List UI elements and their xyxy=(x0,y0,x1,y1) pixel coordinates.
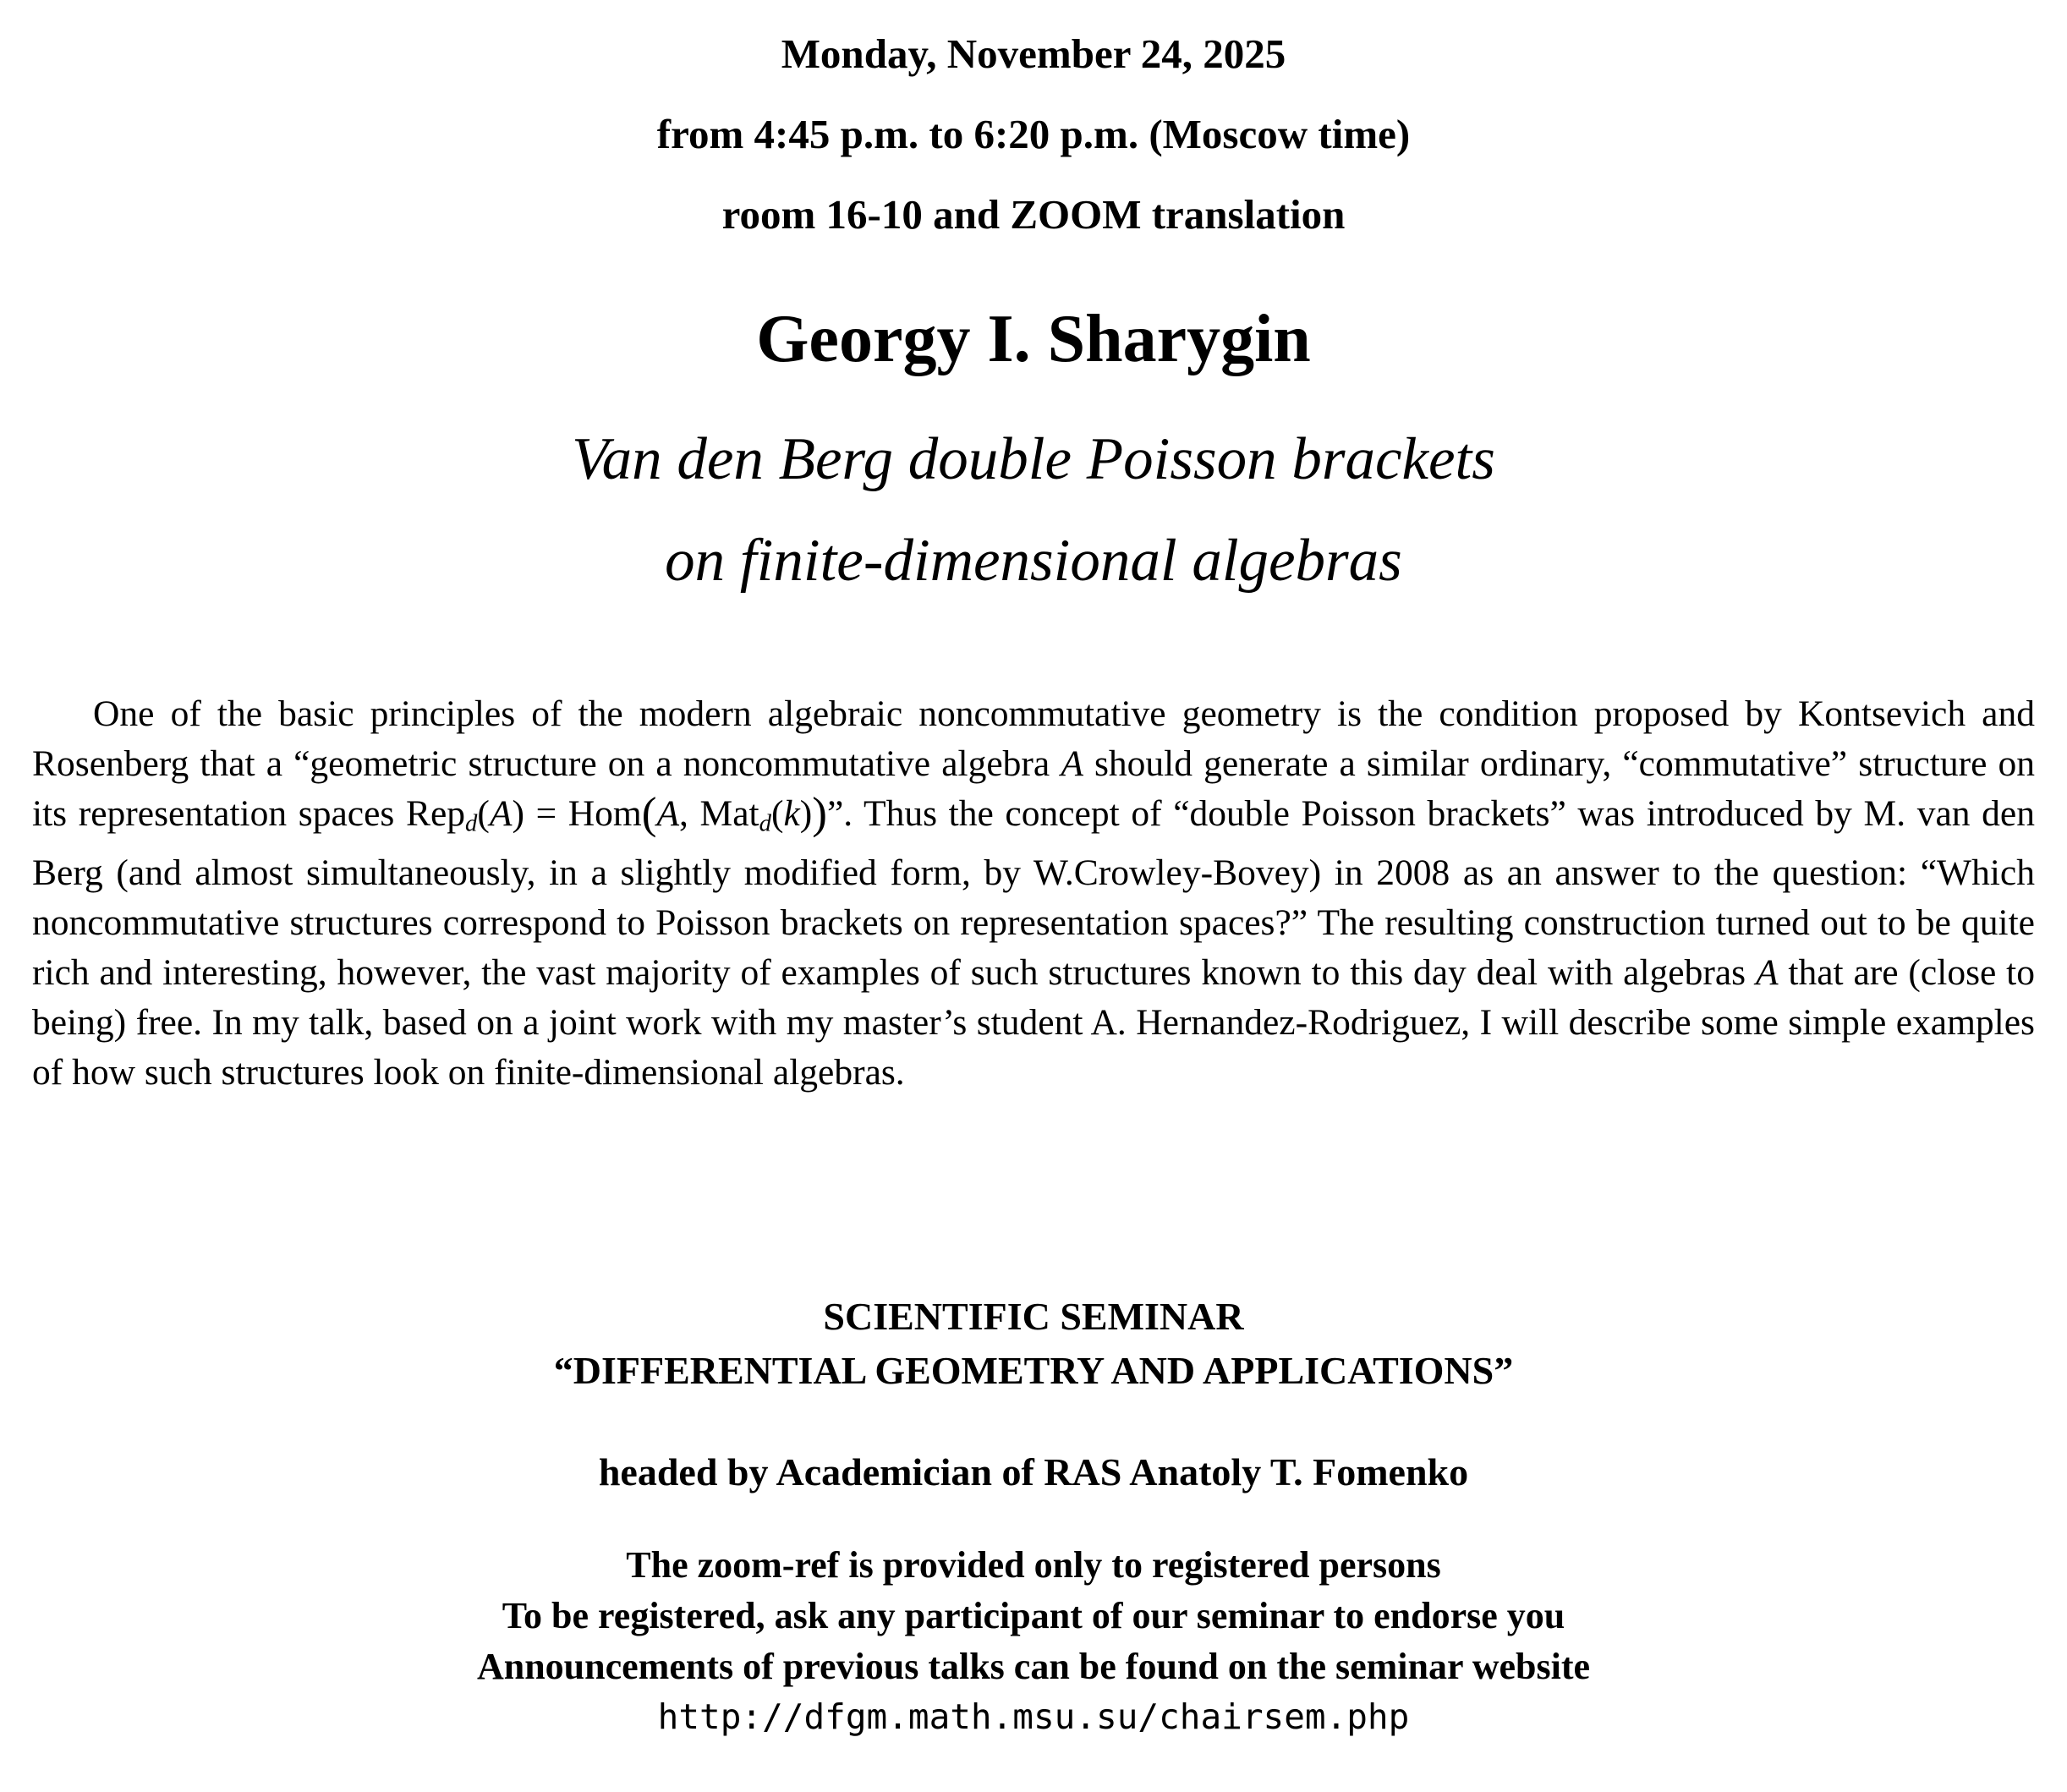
seminar-kind: SCIENTIFIC SEMINAR xyxy=(823,1295,1244,1338)
event-datetime-block xyxy=(0,14,2067,255)
zoom-ref-note: The zoom-ref is provided only to registered persons xyxy=(626,1544,1441,1586)
talk-title xyxy=(0,408,2067,611)
seminar-title: “DIFFERENTIAL GEOMETRY AND APPLICATIONS” xyxy=(553,1349,1514,1392)
speaker-name: Georgy I. Sharygin xyxy=(756,302,1311,376)
seminar-head: headed by Academician of RAS Anatoly T. Fomenko xyxy=(598,1450,1469,1493)
seminar-name-block xyxy=(0,1290,2067,1398)
registration-info-block xyxy=(0,1540,2067,1741)
event-date: Monday, November 24, 2025 xyxy=(781,30,1286,77)
abstract-paragraph: One of the basic principles of the modern algebraic noncommutative geometry is the condition proposed by Kontsevich and Rosenberg that a “geometric structure on a noncommutative algebra A should generate a similar ordinary, “commutative” structure on its representation spaces Repd(A) = Hom(A, Matd(k))”. Thus the concept of “double Poisson brackets” was introduced by M. van den Berg (and almost simultaneously, in a slightly modified form, by W.Crowley-Bovey) in 2008 as an answer to the question: “Which noncommutative structures correspond to Poisson brackets on representation spaces?” The resulting construction turned out to be quite rich and interesting, however, the vast majority of examples of such structures known to this day deal with algebras A that are (close to being) free. In my talk, based on a joint work with my master’s student A. Hernandez-Rodriguez, I will describe some simple examples of how such structures look on finite-dimensional algebras. xyxy=(32,693,2035,1093)
seminar-website-url: http://dfgm.math.msu.su/chairsem.php xyxy=(657,1696,1410,1737)
event-time: from 4:45 p.m. to 6:20 p.m. (Moscow time) xyxy=(656,111,1411,157)
talk-title-line-2: on finite-dimensional algebras xyxy=(665,528,1402,594)
announcements-note: Announcements of previous talks can be found on the seminar website xyxy=(476,1646,1591,1687)
talk-title-line-1: Van den Berg double Poisson brackets xyxy=(572,426,1495,492)
event-location: room 16-10 and ZOOM translation xyxy=(721,191,1346,238)
registration-note: To be registered, ask any participant of our seminar to endorse you xyxy=(502,1595,1565,1636)
